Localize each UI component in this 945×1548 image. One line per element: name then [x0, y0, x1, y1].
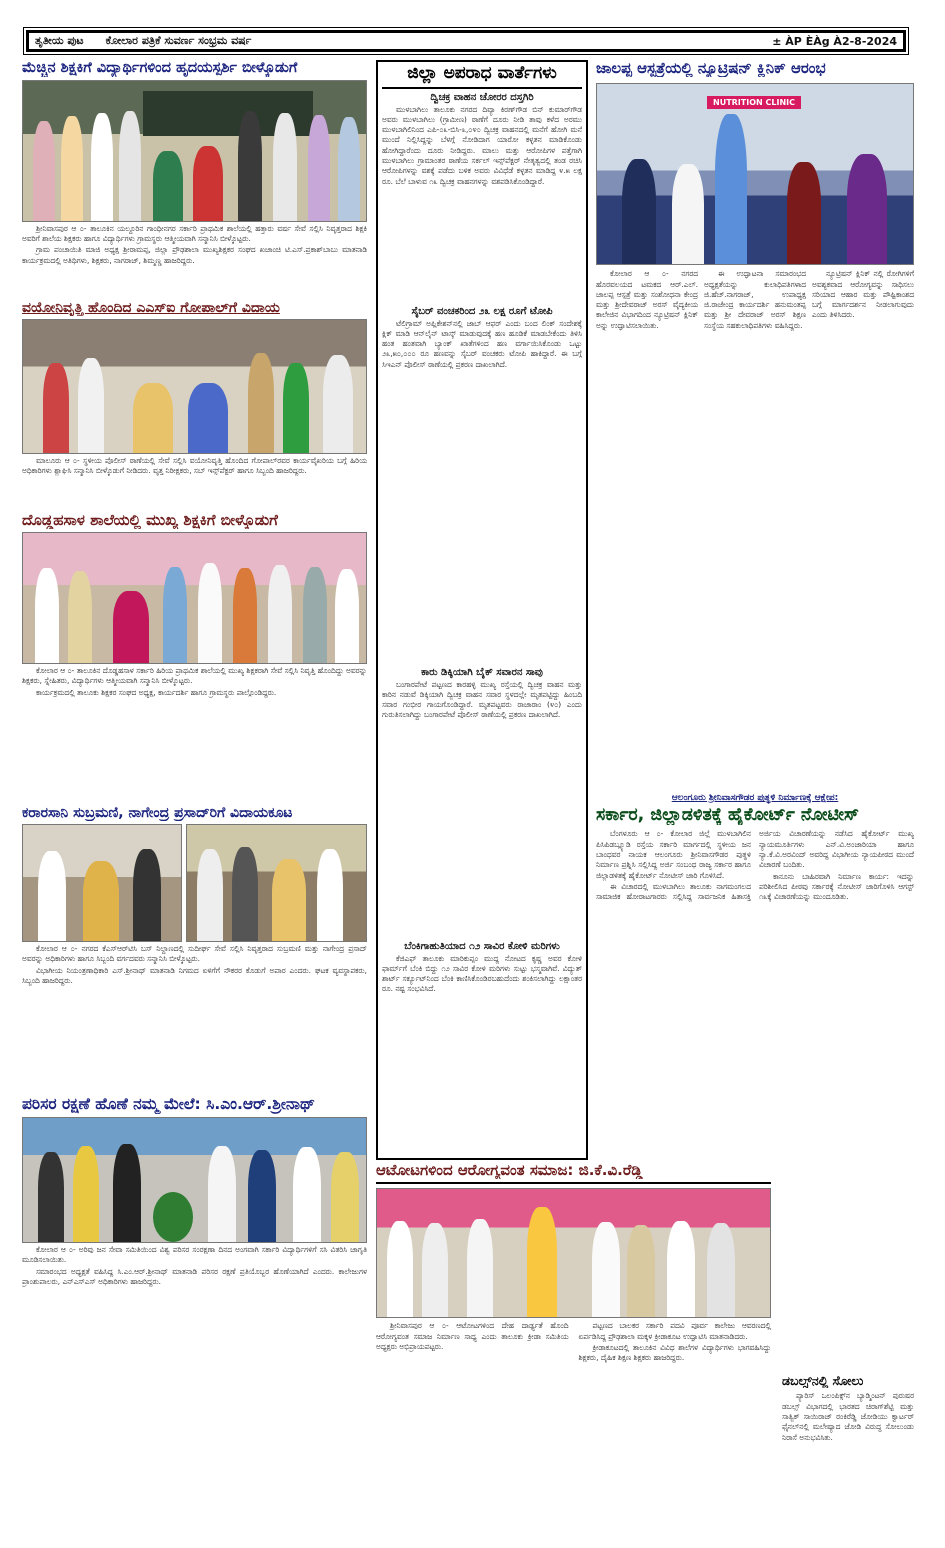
story-photo	[22, 532, 367, 664]
story-photo	[22, 824, 182, 942]
story-headline: ಮೆಚ್ಚಿನ ಶಿಕ್ಷಕಿಗೆ ವಿದ್ಯಾರ್ಥಿಗಳಿಂದ ಹೃದಯಸ್ಪರ್ಶಿ ಬೀಳ್ಕೊಡುಗೆ	[22, 60, 298, 76]
story-photo	[22, 1117, 367, 1243]
story-body: ಕೋಲಾರ ಆ ೦- ನಗರದ ಕೆಎಸ್‌ಆರ್‌ಟಿಸಿ ಬಸ್ ನಿಲ್ದಾಣದಲ್ಲಿ ಸುದೀರ್ಘ ಸೇವೆ ಸಲ್ಲಿಸಿ ನಿವೃತ್ತರಾದ ಸುಬ್ರಮಣಿ ಮತ್ತು ನಾಗೇಂದ್ರ ಪ್ರಸಾದ್ ಅವರನ್ನು ಅಧಿಕಾರಿಗಳು ಹಾಗೂ ಸಿಬ್ಬಂದಿ ವರ್ಗದವರು ಸನ್ಮಾನಿಸಿ ಬೀಳ್ಕೊಟ್ಟರು. ವಿಭಾಗೀಯ ನಿಯಂತ್ರಣಾಧಿಕಾರಿ ಎಸ್.ಶ್ರೀನಾಥ್ ಮಾತನಾಡಿ ನಿಗಮದ ಏಳಿಗೆಗೆ ನೌಕರರ ಕೊಡುಗೆ ಅಪಾರ ಎಂದರು. ಘಟಕ ವ್ಯವಸ್ಥಾಪಕರು, ಸಿಬ್ಬಂದಿ ಹಾಜರಿದ್ದರು.	[22, 944, 367, 985]
left-column	[22, 60, 367, 1530]
story-kicker: ಆಲಂಗೂರು ಶ್ರೀನಿವಾಸಗೌಡರ ಪುತ್ಥಳಿ ನಿರ್ಮಾಣಕ್ಕೆ ಆಕ್ಷೇಪ:	[671, 793, 839, 804]
story-photo	[596, 83, 914, 265]
story-headline: ವಯೋನಿವೃತ್ತಿ ಹೊಂದಿದ ಎಎಸ್‌ಐ ಗೋಪಾಲ್‌ಗೆ ವಿದಾಯ	[22, 299, 280, 316]
sports-story	[376, 1162, 771, 1532]
crime-item: ಸೈಬರ್ ವಂಚಕರಿಂದ ೨೩ ಲಕ್ಷ ರೂಗೆ ಟೋಪಿ ಟೆಲಿಗ್ರಾಮ್ ಅಪ್ಲಿಕೇಶನ್‌ನಲ್ಲಿ ಜಾಬ್ ಆಫರ್ ಎಂದು ಬಂದ ಲಿಂಕ್ ಸಂದೇಶಕ್ಕೆ ಕ್ಲಿಕ್ ಮಾಡಿ ಆನ್‌ಲೈನ್ ಟಾಸ್ಕ್ ಮಾಡುವುದಕ್ಕೆ ಹಣ ಹೂಡಿಕೆ ಮಾಡಬೇಕೆಂದು ತಿಳಿಸಿ ಹಂತ ಹಂತವಾಗಿ ಬ್ಯಾಂಕ್ ಖಾತೆಗಳಿಂದ ಹಣ ವರ್ಗಾಯಿಸಿಕೊಂಡು ಒಟ್ಟು ೨೩,೫೦,೦೦೦ ರೂ ಹಣವನ್ನು ಸೈಬರ್ ವಂಚಕರು ಟೋಪಿ ಹಾಕಿದ್ದಾರೆ. ಈ ಬಗ್ಗೆ ಸಿಇಎನ್ ಪೊಲೀಸ್ ಠಾಣೆಯಲ್ಲಿ ಪ್ರಕರಣ ದಾಖಲಾಗಿದೆ.	[382, 305, 582, 369]
story-photo	[376, 1188, 771, 1318]
issue-date: ± ÀP ÈÀg À2-8-2024	[772, 34, 897, 48]
crime-subhead: ದ್ವಿಚಕ್ರ ವಾಹನ ಚೋರರ ದಸ್ತಗಿರಿ	[430, 91, 534, 103]
story-body: ಬೆಂಗಳೂರು ಆ ೦- ಕೋಲಾರ ಜಿಲ್ಲೆ ಮುಳಬಾಗಿಲಿನ ಪಿಸಿಪಿಡಬ್ಲ್ಯೂಡಿ ರಸ್ತೆಯ ಸರ್ಕಾರಿ ಮಾರ್ಗದಲ್ಲಿ ಸ್ಥಳೀಯ ಜನ ಬಾಂಧವರ ನಾಯಕ ಆಲಂಗೂರು ಶ್ರೀನಿವಾಸಗೌಡರ ಪುತ್ಥಳಿ ನಿರ್ಮಾಣ ಪ್ರಶ್ನಿಸಿ ಸಲ್ಲಿಸಿದ್ದ ಅರ್ಜಿ ಸಂಬಂಧ ರಾಜ್ಯ ಸರ್ಕಾರ ಹಾಗೂ ಜಿಲ್ಲಾಡಳಿತಕ್ಕೆ ಹೈಕೋರ್ಟ್ ನೋಟೀಸ್ ಜಾರಿ ಗೊಳಿಸಿದೆ. ಈ ವಿಚಾರದಲ್ಲಿ ಮುಳಬಾಗಿಲು ತಾಲೂಕು ನಾಗಮಂಗಲದ ಸಾಮಾಜಿಕ ಹೋರಾಟಗಾರರು ಸಲ್ಲಿಸಿದ್ದ ಸಾರ್ವಜನಿಕ ಹಿತಾಸಕ್ತಿ ಅರ್ಜಿಯ ವಿಚಾರಣೆಯನ್ನು ನಡೆಸಿದ ಹೈಕೋರ್ಟ್ ಮುಖ್ಯ ನ್ಯಾಯಮೂರ್ತಿಗಳು ಎನ್.ವಿ.ಅಂಜಾರಿಯಾ ಹಾಗೂ ನ್ಯಾ.ಕೆ.ವಿ.ಅರವಿಂದ್ ಅವರಿದ್ದ ವಿಭಾಗೀಯ ನ್ಯಾಯಪೀಠದ ಮುಂದೆ ವಿಚಾರಣೆ ಬಂದಿತು. ಕಾನೂನು ಬಾಹಿರವಾಗಿ ನಿರ್ಮಾಣ ಕಾರ್ಯ: ಇದನ್ನು ಪರಿಶೀಲಿಸಿದ ಪೀಠವು ಸರ್ಕಾರಕ್ಕೆ ನೋಟೀಸ್ ಜಾರಿಗೊಳಿಸಿ ಆಗಸ್ಟ್ ೧೩ಕ್ಕೆ ವಿಚಾರಣೆಯನ್ನು ಮುಂದೂಡಿತು.	[596, 829, 914, 902]
story-body: ಕೋಲಾರ ಆ ೦- ತಾಲೂಕಿನ ದೊಡ್ಡಹಸಾಳ ಸರ್ಕಾರಿ ಹಿರಿಯ ಪ್ರಾಥಮಿಕ ಶಾಲೆಯಲ್ಲಿ ಮುಖ್ಯ ಶಿಕ್ಷಕರಾಗಿ ಸೇವೆ ಸಲ್ಲಿಸಿ ನಿವೃತ್ತಿ ಹೊಂದಿದ್ದು ಅವರನ್ನು ಶಿಕ್ಷಕರು, ಸ್ನೇಹಿತರು, ವಿದ್ಯಾರ್ಥಿಗಳು ಆತ್ಮೀಯವಾಗಿ ಸನ್ಮಾನಿಸಿ ಬೀಳ್ಕೊಟ್ಟರು. ಕಾರ್ಯಕ್ರಮದಲ್ಲಿ ತಾಲೂಕು ಶಿಕ್ಷಕರ ಸಂಘದ ಅಧ್ಯಕ್ಷ, ಕಾರ್ಯದರ್ಶಿ ಹಾಗೂ ಗ್ರಾಮಸ್ಥರು ಪಾಲ್ಗೊಂಡಿದ್ದರು.	[22, 666, 367, 697]
page-label: ತೃತೀಯ ಪುಟ	[35, 34, 84, 47]
story-headline: ಆಟೋಟಗಳಿಂದ ಆರೋಗ್ಯವಂತ ಸಮಾಜ: ಜಿ.ಕೆ.ವಿ.ರೆಡ್ಡಿ	[376, 1162, 643, 1179]
story-headline: ಜಾಲಪ್ಪ ಆಸ್ಪತ್ರೆಯಲ್ಲಿ ನ್ಯೂಟ್ರಿಷನ್ ಕ್ಲಿನಿಕ್ ಆರಂಭ	[596, 60, 826, 77]
story-photo	[186, 824, 367, 942]
story-headline: ಸರ್ಕಾರ, ಜಿಲ್ಲಾಡಳಿತಕ್ಕೆ ಹೈಕೋರ್ಟ್ ನೋಟೀಸ್	[596, 805, 859, 826]
court-story	[596, 793, 914, 1160]
masthead	[26, 30, 906, 52]
story-headline: ದೊಡ್ಡಹಸಾಳ ಶಾಲೆಯಲ್ಲಿ ಮುಖ್ಯ ಶಿಕ್ಷಕಿಗೆ ಬೀಳ್ಕೊಡುಗೆ	[22, 511, 278, 529]
story-headline: ಕರಾರಸಾನಿ ಸುಬ್ರಮಣಿ, ನಾಗೇಂದ್ರ ಪ್ರಸಾದ್‌ರಿಗೆ ವಿದಾಯಕೂಟ	[22, 805, 293, 822]
story-photo	[22, 80, 367, 222]
story-body: ಶ್ರೀನಿವಾಸಪುರ ಆ ೦- ತಾಲೂಕಿನ ಯಲ್ದೂರಿನ ಗಾಂಧೀನಗರ ಸರ್ಕಾರಿ ಪ್ರಾಥಮಿಕ ಶಾಲೆಯಲ್ಲಿ ಹತ್ತಾರು ವರ್ಷ ಸೇವೆ ಸಲ್ಲಿಸಿ ನಿವೃತ್ತರಾದ ಶಿಕ್ಷಕಿ ಅವರಿಗೆ ಶಾಲೆಯ ಶಿಕ್ಷಕರು ಹಾಗೂ ವಿದ್ಯಾರ್ಥಿಗಳು ಗ್ರಾಮಸ್ಥರು ಆತ್ಮೀಯವಾಗಿ ಸನ್ಮಾನಿಸಿ ಬೀಳ್ಕೊಟ್ಟರು. ಗ್ರಾಮ ಪಂಚಾಯಿತಿ ಮಾಜಿ ಅಧ್ಯಕ್ಷ ಶ್ರೀರಾಮಪ್ಪ, ಜಿಲ್ಲಾ ಪ್ರೌಢಶಾಲಾ ಮುಖ್ಯಶಿಕ್ಷಕರ ಸಂಘದ ಖಜಾಂಚಿ ಟಿ.ಎಸ್.ಪ್ರಕಾಶ್‌ಬಾಬು ಮಾತನಾಡಿ ಕಾರ್ಯಕ್ರಮದಲ್ಲಿ ಅತಿಥಿಗಳು, ಶಿಕ್ಷಕರು, ನಾಗರಾಜ್, ಶಿಮ್ಮಣ್ಣ ಹಾಜರಿದ್ದರು.	[22, 223, 367, 265]
crime-item: ದ್ವಿಚಕ್ರ ವಾಹನ ಚೋರರ ದಸ್ತಗಿರಿ ಮುಳಬಾಗಿಲು ತಾಲೂಕು ನಗರದ ದಿವ್ಯಾ ಕಿರಣ್‌ಗೌಡ ಬಿನ್ ಕುಮಾರ್‌ಗೌಡ ಅವರು ಮುಳಬಾಗಿಲು (ಗ್ರಾಮೀಣ) ಠಾಣೆಗೆ ದೂರು ನೀಡಿ ತಾವು ಕಳೆದ ಅರಮು ಮುಳಬಾಗಿಲಿನಿಂದ ಎಪಿ-೦೩-ಬಿಸಿ-೩,೦೪೦ ದ್ವಿಚಕ್ರ ವಾಹನದಲ್ಲಿ ಮನೆಗೆ ಹೋಗಿ ಮನೆ ಮುಂದೆ ನಿಲ್ಲಿಸಿದ್ದನ್ನು ಬೆಳಗ್ಗೆ ನೋಡಿದಾಗ ಯಾರೋ ಕಳ್ಳತನ ಮಾಡಿಕೊಂಡು ಹೋಗಿದ್ದಾರೆಂದು ದೂರು ನೀಡಿದ್ದರು. ಮಾಲು ಮತ್ತು ಆರೋಪಿಗಳ ಪತ್ತೆಗಾಗಿ ಮುಳಬಾಗಿಲು ಗ್ರಾಮಾಂತರ ಠಾಣೆಯ ಸರ್ಕಲ್ ಇನ್ಸ್‌ಪೆಕ್ಟರ್ ನೇತೃತ್ವದಲ್ಲಿ ತಂಡ ರಚಿಸಿ ಆರೋಪಿಗಳನ್ನು ವಶಕ್ಕೆ ಪಡೆದು ಬಳಿಕ ಅವರು ವಿವಿಧೆಡೆ ಕಳ್ಳತನ ಮಾಡಿದ್ದ ೪.೫ ಲಕ್ಷ ರೂ. ಬೆಲೆ ಬಾಳುವ ೧೩ ದ್ವಿಚಕ್ರ ವಾಹನಗಳನ್ನು ವಶಪಡಿಸಿಕೊಂಡಿದ್ದಾರೆ.	[382, 91, 582, 186]
paper-name: ಕೋಲಾರ ಪತ್ರಿಕೆ ಸುವರ್ಣ ಸಂಭ್ರಮ ವರ್ಷ	[105, 34, 252, 47]
photo-banner: NUTRITION CLINIC	[707, 96, 801, 109]
story-body: ಪ್ಯಾರಿಸ್ ಒಲಂಪಿಕ್ಸ್‌ನ ಬ್ಯಾಡ್ಮಿಂಟನ್ ಪುರುಷರ ಡಬಲ್ಸ್ ವಿಭಾಗದಲ್ಲಿ ಭಾರತದ ಚಿರಾಗ್‌ಶೆಟ್ಟಿ ಮತ್ತು ಸಾತ್ವಿಕ್ ಸಾಯಿರಾಜ್ ರಂಕಿರೆಡ್ಡಿ ಜೋಡಿಯು ಕ್ವಾರ್ಟರ್ ಫೈನಲ್‌ನಲ್ಲಿ ಮಲೇಷ್ಯಾದ ಜೋಡಿ ವಿರುದ್ಧ ಸೋಲುಂಡು ನಿರಾಸೆ ಅನುಭವಿಸಿತು.	[782, 1391, 914, 1442]
story-body: ಕೋಲಾರ ಆ ೦- ಅರಿವು ಜನ ಸೇವಾ ಸಮಿತಿಯಿಂದ ವಿಶ್ವ ಪರಿಸರ ಸಂರಕ್ಷಣಾ ದಿನದ ಅಂಗವಾಗಿ ಸರ್ಕಾರಿ ವಿದ್ಯಾರ್ಥಿಗಳಿಗೆ ಸಸಿ ವಿತರಿಸಿ ಜಾಗೃತಿ ಮೂಡಿಸಲಾಯಿತು. ಸಮಾರಂಭದ ಅಧ್ಯಕ್ಷತೆ ವಹಿಸಿದ್ದ ಸಿ.ಎಂ.ಆರ್.ಶ್ರೀನಾಥ್ ಮಾತನಾಡಿ ಪರಿಸರ ರಕ್ಷಣೆ ಪ್ರತಿಯೊಬ್ಬರ ಹೊಣೆಯಾಗಿದೆ ಎಂದರು. ಕಾಲೇಜುಗಳ ಪ್ರಾಂಶುಪಾಲರು, ಎನ್‌ಎಸ್‌ಎಸ್ ಅಧಿಕಾರಿಗಳು ಹಾಜರಿದ್ದರು.	[22, 1244, 367, 1286]
crime-news-title: ಜಿಲ್ಲಾ ಅಪರಾಧ ವಾರ್ತೆಗಳು	[382, 64, 582, 89]
story-body: ಕೋಲಾರ ಆ ೦- ನಗರದ ಹೊರವಲಯದ ಟಮಕದ ಆರ್.ಎಲ್. ಜಾಲಪ್ಪ ಆಸ್ಪತ್ರೆ ಮತ್ತು ಸಂಶೋಧನಾ ಕೇಂದ್ರ ಮತ್ತು ಶ್ರೀದೇವರಾಜ್ ಅರಸ್ ವೈದ್ಯಕೀಯ ಕಾಲೇಜಿನ ವಿಭಾಗದಿಂದ ನ್ಯೂಟ್ರಿಷನ್ ಕ್ಲಿನಿಕ್ ಅನ್ನು ಉದ್ಘಾಟಿಸಲಾಯಿತು. ಈ ಉದ್ಘಾಟನಾ ಸಮಾರಂಭದ ಅಧ್ಯಕ್ಷತೆಯನ್ನು ಕುಲಾಧಿಪತಿಗಳಾದ ಜಿ.ಹೆಚ್.ನಾಗರಾಜ್, ಉಪಾಧ್ಯಕ್ಷ ಜಿ.ರಾಜೇಂದ್ರ ಕಾರ್ಯದರ್ಶಿ ಹನುಮಂತಪ್ಪ ಮತ್ತು ಶ್ರೀ ದೇವರಾಜ್ ಅರಸ್ ಶಿಕ್ಷಣ ಸಂಸ್ಥೆಯ ಸಹಕುಲಾಧಿಪತಿಗಳು ವಹಿಸಿದ್ದರು. ನ್ಯೂಟ್ರಿಷನ್ ಕ್ಲಿನಿಕ್ ನಲ್ಲಿ ರೋಗಿಗಳಿಗೆ ಅವಶ್ಯಕವಾದ ಆರೋಗ್ಯವನ್ನು ಸಾಧಿಸಲು ಸರಿಯಾದ ಆಹಾರ ಮತ್ತು ಪೌಷ್ಟಿಕಾಂಶದ ಬಗ್ಗೆ ಮಾರ್ಗದರ್ಶನ ನೀಡಲಾಗುವುದು ಎಂದು ತಿಳಿಸಿದರು.	[596, 269, 914, 330]
story-photo	[22, 319, 367, 454]
story-headline: ಪರಿಸರ ರಕ್ಷಣೆ ಹೊಣೆ ನಮ್ಮ ಮೇಲೆ: ಸಿ.ಎಂ.ಆರ್.ಶ್ರೀನಾಥ್	[22, 1096, 316, 1114]
story-body: ಮಾಲೂರು ಆ ೦- ಸ್ಥಳೀಯ ಪೊಲೀಸ್ ಠಾಣೆಯಲ್ಲಿ ಸೇವೆ ಸಲ್ಲಿಸಿ ವಯೋನಿವೃತ್ತಿ ಹೊಂದಿದ ಗೋಪಾಲ್‌ರವರ ಕಾರ್ಯವೈಖರಿಯ ಬಗ್ಗೆ ಹಿರಿಯ ಅಧಿಕಾರಿಗಳು ಶ್ಲಾಘಿಸಿ ಸನ್ಮಾನಿಸಿ ಬೀಳ್ಕೊಡುಗೆ ನೀಡಿದರು. ವೃತ್ತ ನಿರೀಕ್ಷಕರು, ಸಬ್ ಇನ್ಸ್‌ಪೆಕ್ಟರ್ ಹಾಗೂ ಸಿಬ್ಬಂದಿ ಹಾಜರಿದ್ದರು.	[22, 455, 367, 476]
story-headline: ಡಬಲ್ಸ್‌ನಲ್ಲಿ ಸೋಲು	[782, 1374, 864, 1388]
right-column	[596, 60, 914, 1160]
crime-item: ಕಾರು ಡಿಕ್ಕಿಯಾಗಿ ಬೈಕ್ ಸವಾರನ ಸಾವು ಬಂಗಾರಪೇಟೆ ಪಟ್ಟಣದ ಕಾರಹಳ್ಳಿ ಮುಖ್ಯ ರಸ್ತೆಯಲ್ಲಿ ದ್ವಿಚಕ್ರ ವಾಹನ ಮತ್ತು ಕಾರಿನ ನಡುವೆ ಡಿಕ್ಕಿಯಾಗಿ ದ್ವಿಚಕ್ರ ವಾಹನ ಸವಾರ ಸ್ಥಳದಲ್ಲೇ ಮೃತಪಟ್ಟಿದ್ದು ಹಿಂಬದಿ ಸವಾರ ಗಂಭೀರ ಗಾಯಗೊಂಡಿದ್ದಾರೆ. ಮೃತಪಟ್ಟವರು ರಾಜಾರಾಂ (೪೦) ಎಂದು ಗುರುತಿಸಲಾಗಿದ್ದು ಬಂಗಾರಪೇಟೆ ಪೊಲೀಸ್ ಠಾಣೆಯಲ್ಲಿ ಪ್ರಕರಣ ದಾಖಲಾಗಿದೆ.	[382, 666, 582, 720]
crime-news-box	[376, 60, 588, 1160]
crime-subhead: ಸೈಬರ್ ವಂಚಕರಿಂದ ೨೩ ಲಕ್ಷ ರೂಗೆ ಟೋಪಿ	[411, 305, 553, 317]
olympics-story	[782, 1374, 914, 1534]
crime-item: ಬೆಂಕಿಗಾಹುತಿಯಾದ ೧೨ ಸಾವಿರ ಕೋಳಿ ಮರಿಗಳು ಕೆಜಿಎಫ್ ತಾಲೂಕು ಮಾರಿಕುಪ್ಪಂ ಮುದ್ದ ನೋಟದ ಕೃಷ್ಣ ಅವರ ಕೋಳಿ ಫಾರ್ಮ್‌ಗೆ ಬೆಂಕಿ ಬಿದ್ದು ೧೨ ಸಾವಿರ ಕೋಳಿ ಮರಿಗಳು ಸುಟ್ಟು ಭಸ್ಮವಾಗಿವೆ. ವಿದ್ಯುತ್ ಶಾರ್ಟ್ ಸರ್ಕ್ಯೂಟ್‌ನಿಂದ ಬೆಂಕಿ ಕಾಣಿಸಿಕೊಂಡಿರಬಹುದೆಂದು ಶಂಕಿಸಲಾಗಿದ್ದು ಲಕ್ಷಾಂತರ ರೂ. ನಷ್ಟ ಸಂಭವಿಸಿದೆ.	[382, 940, 582, 994]
crime-subhead: ಬೆಂಕಿಗಾಹುತಿಯಾದ ೧೨ ಸಾವಿರ ಕೋಳಿ ಮರಿಗಳು	[404, 940, 560, 952]
crime-subhead: ಕಾರು ಡಿಕ್ಕಿಯಾಗಿ ಬೈಕ್ ಸವಾರನ ಸಾವು	[421, 666, 543, 678]
story-body: ಶ್ರೀನಿವಾಸಪುರ ಆ ೦- ಆಟೋಟಗಳಿಂದ ದೇಹ ದಾರ್ಢ್ಯತೆ ಹೊಂದಿ ಆರೋಗ್ಯವಂತ ಸಮಾಜ ನಿರ್ಮಾಣ ಸಾಧ್ಯ ಎಂದು ತಾಲೂಕು ಕ್ರೀಡಾ ಸಮಿತಿಯ ಅಧ್ಯಕ್ಷರು ಅಭಿಪ್ರಾಯಪಟ್ಟರು. ಪಟ್ಟಣದ ಬಾಲಕರ ಸರ್ಕಾರಿ ಪದವಿ ಪೂರ್ವ ಕಾಲೇಜು ಆವರಣದಲ್ಲಿ ಏರ್ಪಡಿಸಿದ್ದ ಪ್ರೌಢಶಾಲಾ ಮಕ್ಕಳ ಕ್ರೀಡಾಕೂಟ ಉದ್ಘಾಟಿಸಿ ಮಾತನಾಡಿದರು. ಕ್ರೀಡಾಕೂಟದಲ್ಲಿ ತಾಲೂಕಿನ ವಿವಿಧ ಶಾಲೆಗಳ ವಿದ್ಯಾರ್ಥಿಗಳು ಭಾಗವಹಿಸಿದ್ದು ಶಿಕ್ಷಕರು, ದೈಹಿಕ ಶಿಕ್ಷಣ ಶಿಕ್ಷಕರು ಹಾಜರಿದ್ದರು.	[376, 1321, 771, 1363]
